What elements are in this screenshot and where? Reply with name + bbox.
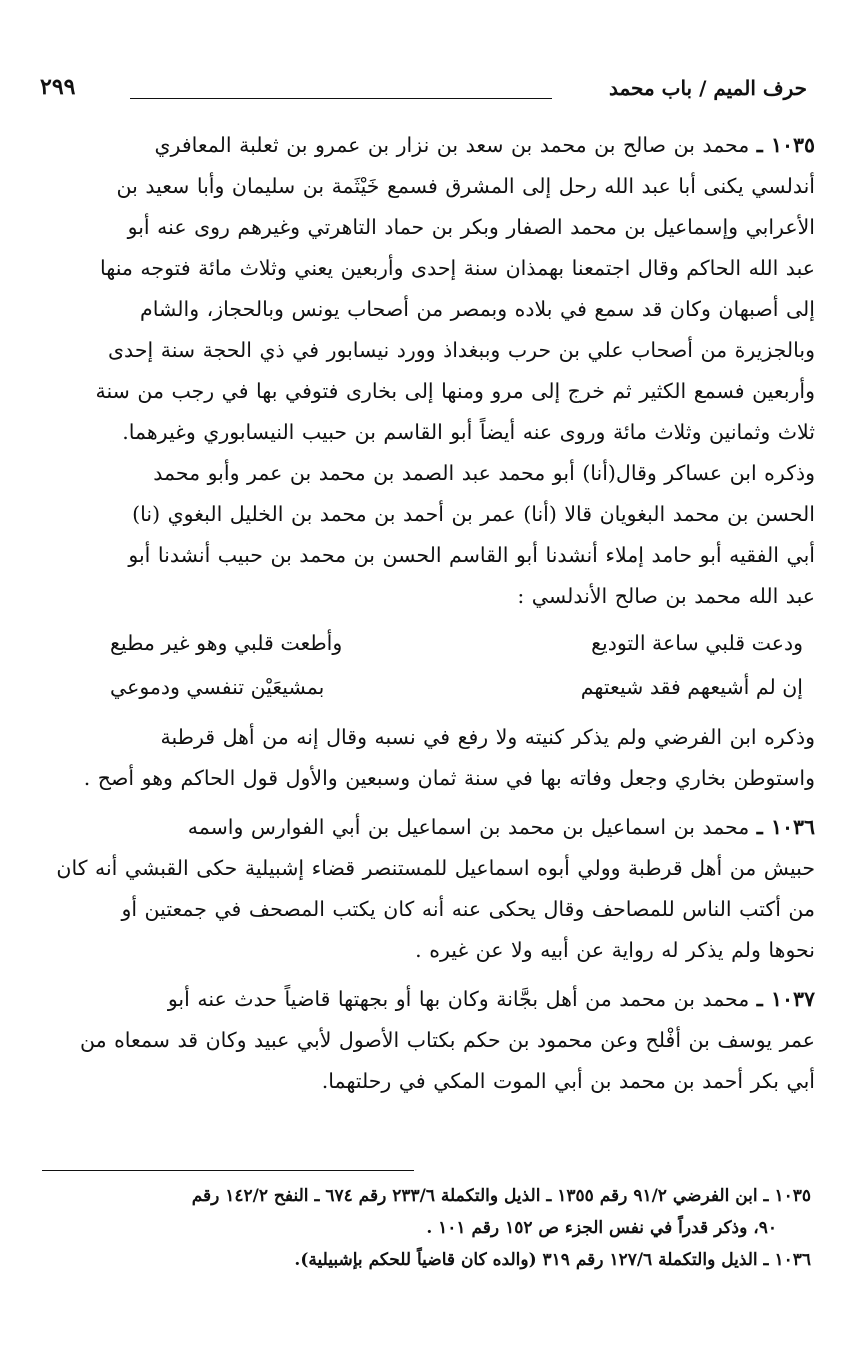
entry-1037-line: ١٠٣٧ ـ محمد بن محمد من أهل بجَّانة وكان بها أو بجهتها قاضياً حدث عنه أبو	[167, 987, 815, 1011]
entry-number: ١٠٣٦ ـ	[756, 815, 815, 839]
ibn-asakir-line: عبد الله محمد بن صالح الأندلسي :	[517, 584, 815, 608]
entry-1036-line: ١٠٣٦ ـ محمد بن اسماعيل بن محمد بن اسماعيل بن أبي الفوارس واسمه	[187, 815, 815, 839]
verse	[40, 665, 815, 709]
verse-second-hemistich: بمشيعَيْن تنفسي ودموعي	[110, 675, 325, 699]
verse-first-hemistich: ودعت قلبي ساعة التوديع	[591, 631, 803, 655]
entry-1035-line: الأعرابي وإسماعيل بن محمد الصفار وبكر بن حماد التاهرتي وغيرهم روى عنه أبو	[127, 215, 815, 239]
page-number: ٢٩٩	[40, 74, 76, 100]
entry-1035-line: أندلسي يكنى أبا عبد الله رحل إلى المشرق فسمع خَيْثَمة بن سليمان وأبا سعيد بن	[116, 174, 815, 198]
entry-1037-line: عمر يوسف بن أفْلح وعن محمود بن حكم بكتاب الأصول لأبي عبيد وكان قد سمعاه من	[79, 1028, 815, 1052]
verse	[40, 621, 815, 665]
verse-second-hemistich: وأطعت قلبي وهو غير مطيع	[110, 631, 343, 655]
entry-1036-line: نحوها ولم يذكر له رواية عن أبيه ولا عن غيره .	[415, 938, 815, 962]
footnote-line: ١٠٣٥ ـ ابن الفرضي ٩١/٢ رقم ١٣٥٥ ـ الذيل والتكملة ٢٣٣/٦ رقم ٦٧٤ ـ النفح ١٤٢/٢ رقم	[191, 1186, 811, 1206]
ibn-faradi-line: واستوطن بخاري وجعل وفاته بها في سنة ثمان وسبعين والأول قول الحاكم وهو أصح .	[83, 766, 815, 790]
footnote-line: ٩٠، وذكر قدراً في نفس الجزء ص ١٥٢ رقم ١٠١ .	[426, 1218, 777, 1238]
ibn-asakir-line: الحسن بن محمد البغويان قالا (أنا) عمر بن أحمد بن محمد بن الخليل البغوي (نا)	[132, 502, 815, 526]
entry-number: ١٠٣٥ ـ	[756, 133, 815, 157]
main-text	[40, 125, 815, 1102]
entry-1035-line: ثلاث وثمانين وثلاث مائة وروى عنه أيضاً أبو القاسم بن حبيب النيسابوري وغيرهما.	[122, 420, 815, 444]
entry-1035-line: ١٠٣٥ ـ محمد بن صالح بن محمد بن سعد بن نزار بن عمرو بن ثعلبة المعافري	[154, 133, 815, 157]
running-title: حرف الميم / باب محمد	[608, 76, 807, 100]
entry-number: ١٠٣٧ ـ	[756, 987, 815, 1011]
footnote-rule	[42, 1170, 414, 1171]
entry-1036-line: حبيش من أهل قرطبة وولي أبوه اسماعيل للمستنصر قضاء إشبيلية حكى القبشي أنه كان	[56, 856, 815, 880]
entry-1035-line: وبالجزيرة من أصحاب علي بن حرب وببغداذ وورد نيسابور في ذي الحجة سنة إحدى	[108, 338, 815, 362]
poem	[40, 621, 815, 709]
ibn-asakir-line: وذكره ابن عساكر وقال(أنا) أبو محمد عبد الصمد بن محمد بن عمر وأبو محمد	[153, 461, 815, 485]
verse-first-hemistich: إن لم أشيعهم فقد شيعتهم	[580, 675, 803, 699]
ibn-faradi-line: وذكره ابن الفرضي ولم يذكر كنيته ولا رفع في نسبه وقال إنه من أهل قرطبة	[160, 725, 815, 749]
entry-1036-line: من أكتب الناس للمصاحف وقال يحكى عنه أنه كان يكتب المصحف في جمعتين أو	[121, 897, 815, 921]
footnotes	[40, 1180, 811, 1276]
header-rule	[130, 98, 552, 99]
entry-1037-line: أبي بكر أحمد بن محمد بن أبي الموت المكي في رحلتهما.	[321, 1069, 815, 1093]
page-header	[40, 68, 807, 108]
entry-1035-line: وأربعين فسمع الكثير ثم خرج إلى مرو ومنها إلى بخارى فتوفي بها في رجب من سنة	[95, 379, 815, 403]
footnote-line: ١٠٣٦ ـ الذيل والتكملة ١٢٧/٦ رقم ٣١٩ (والده كان قاضياً للحكم بإشبيلية).	[294, 1250, 811, 1270]
entry-1035-line: إلى أصبهان وكان قد سمع في بلاده وبمصر من أصحاب يونس وبالحجاز، والشام	[140, 297, 815, 321]
ibn-asakir-line: أبي الفقيه أبو حامد إملاء أنشدنا أبو القاسم الحسن بن محمد بن حبيب أنشدنا أبو	[128, 543, 815, 567]
entry-1035-line: عبد الله الحاكم وقال اجتمعنا بهمذان سنة إحدى وأربعين يعني وثلاث مائة فتوجه منها	[100, 256, 815, 280]
